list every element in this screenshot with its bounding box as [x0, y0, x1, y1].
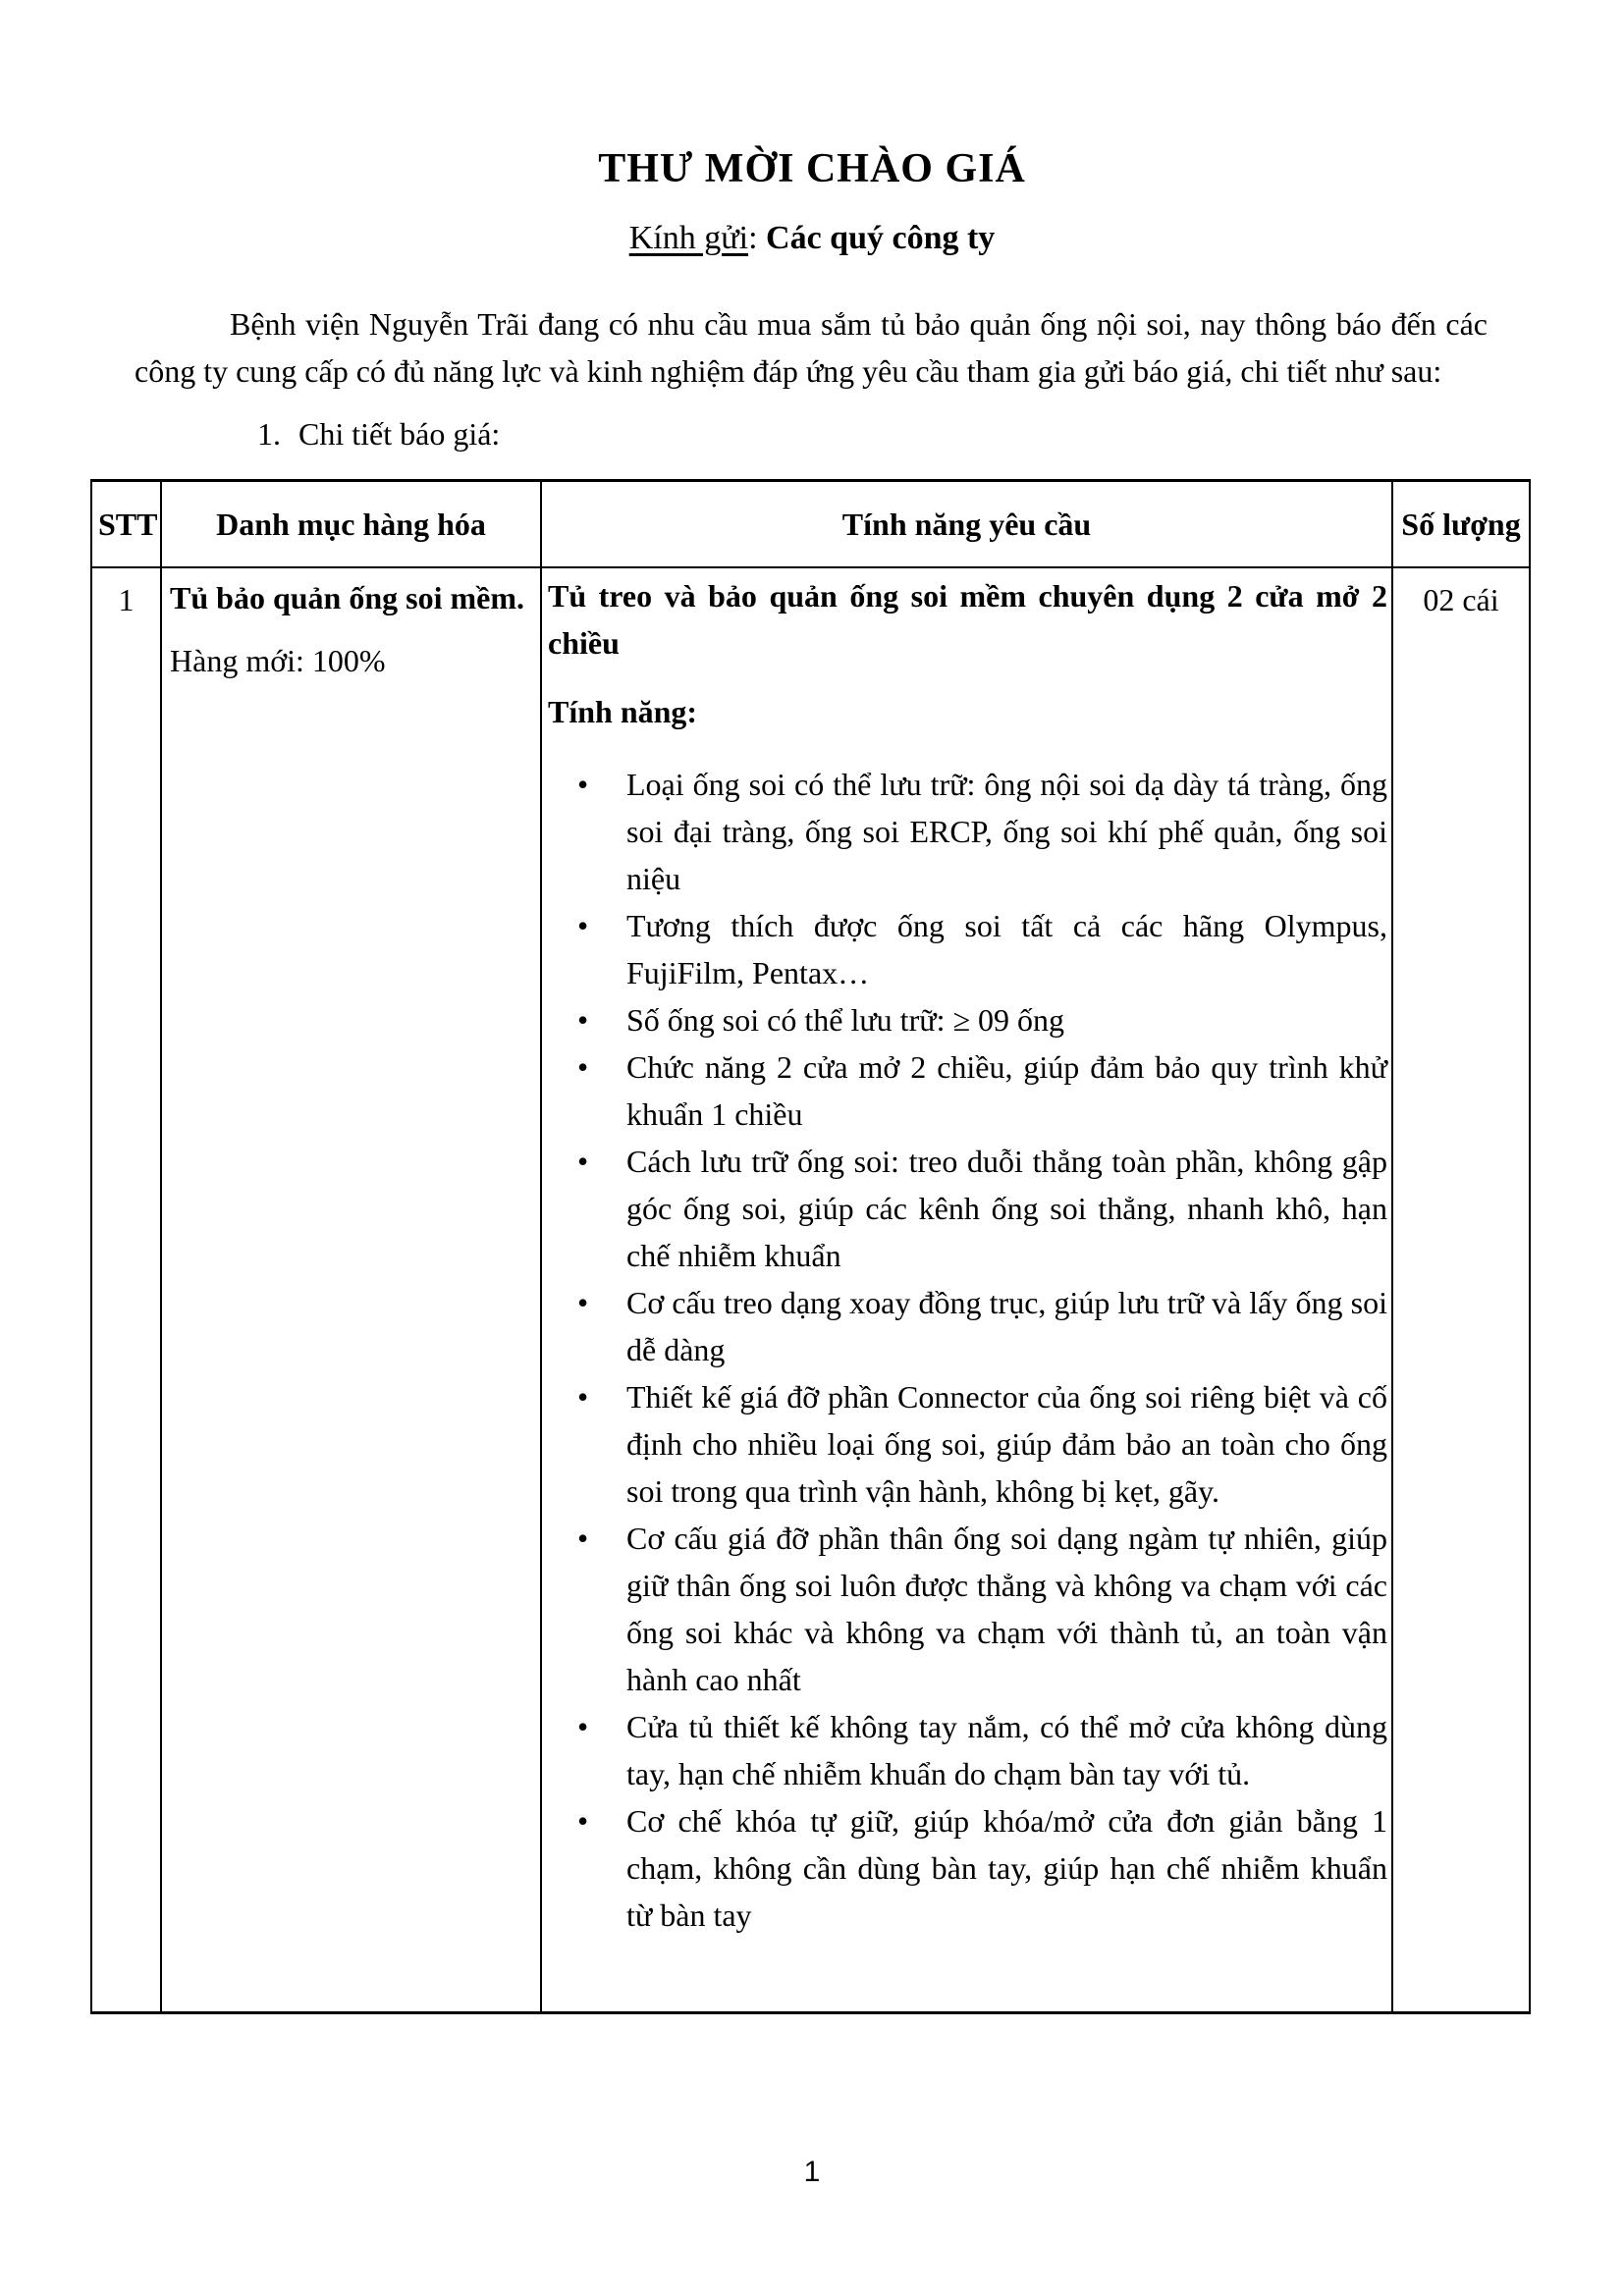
feature-list	[548, 761, 1387, 1939]
list-item	[548, 1043, 1387, 1138]
section-number: 1.	[257, 416, 281, 452]
table-row	[91, 567, 1530, 2013]
item-condition: Hàng mới: 100%	[170, 643, 386, 678]
section-label: Chi tiết báo giá:	[298, 416, 501, 452]
cell-stt: 1	[91, 567, 161, 2013]
feature-text: Thiết kế giá đỡ phần Connector của ống soi riêng biệt và cố định cho nhiều loại ống soi, giúp đảm bảo an toàn cho ống soi trong qua trình vận hành, không bị kẹt, gãy.	[626, 1379, 1387, 1509]
feature-text: Cơ cấu treo dạng xoay đồng trục, giúp lưu trữ và lấy ống soi dễ dàng	[626, 1285, 1387, 1367]
bullet-icon: •	[577, 908, 589, 943]
item-name: Tủ bảo quản ống soi mềm.	[170, 580, 524, 615]
section-heading	[257, 410, 1624, 457]
bullet-icon: •	[577, 1002, 589, 1038]
header-item: Danh mục hàng hóa	[161, 481, 541, 568]
bullet-icon: •	[577, 1803, 589, 1839]
document-title: THƯ MỜI CHÀO GIÁ	[598, 146, 1026, 191]
salutation-value: Các quý công ty	[766, 220, 996, 256]
feature-text: Số ống soi có thể lưu trữ: ≥ 09 ống	[626, 1002, 1065, 1038]
feature-text: Cách lưu trữ ống soi: treo duỗi thẳng toàn phần, không gập góc ống soi, giúp các kênh ống soi thẳng, nhanh khô, hạn chế nhiễm khuẩn	[626, 1144, 1387, 1273]
page-number: 1	[803, 2156, 821, 2188]
bullet-icon: •	[577, 1144, 589, 1179]
header-quantity: Số lượng	[1392, 481, 1530, 568]
salutation-label: Kính gửi	[628, 220, 749, 256]
bullet-icon: •	[577, 1285, 589, 1320]
list-item	[548, 1373, 1387, 1515]
bullet-icon: •	[577, 1521, 589, 1556]
bullet-icon: •	[577, 1049, 589, 1085]
cell-item	[161, 567, 541, 2013]
list-item	[548, 761, 1387, 902]
cell-quantity: 02 cái	[1392, 567, 1530, 2013]
list-item	[548, 1515, 1387, 1703]
bullet-icon: •	[577, 1379, 589, 1415]
salutation-line	[0, 220, 1624, 257]
feature-text: Cơ chế khóa tự giữ, giúp khóa/mở cửa đơn giản bằng 1 chạm, không cần dùng bàn tay, giúp hạn chế nhiễm khuẩn từ bàn tay	[626, 1803, 1387, 1933]
salutation-separator: :	[748, 220, 767, 256]
list-item	[548, 1797, 1387, 1939]
feature-text: Tương thích được ống soi tất cả các hãng Olympus, FujiFilm, Pentax…	[626, 908, 1387, 990]
feature-text: Cửa tủ thiết kế không tay nắm, có thể mở cửa không dùng tay, hạn chế nhiễm khuẩn do chạm bàn tay với tủ.	[626, 1709, 1387, 1791]
header-features: Tính năng yêu cầu	[541, 481, 1392, 568]
bullet-icon: •	[577, 767, 589, 802]
list-item	[548, 1703, 1387, 1797]
feature-text: Loại ống soi có thể lưu trữ: ông nội soi dạ dày tá tràng, ống soi đại tràng, ống soi ERCP, ống soi khí phế quản, ống soi niệu	[626, 767, 1387, 896]
list-item	[548, 996, 1387, 1043]
bullet-icon: •	[577, 1709, 589, 1744]
feature-text: Chức năng 2 cửa mở 2 chiều, giúp đảm bảo quy trình khử khuẩn 1 chiều	[626, 1049, 1387, 1132]
quotation-table	[90, 479, 1531, 2014]
feature-title: Tủ treo và bảo quản ống soi mềm chuyên dụng 2 cửa mở 2 chiều	[548, 578, 1387, 661]
feature-text: Cơ cấu giá đỡ phần thân ống soi dạng ngàm tự nhiên, giúp giữ thân ống soi luôn được thẳng và không va chạm với các ống soi khác và không va chạm với thành tủ, an toàn vận hành cao nhất	[626, 1521, 1387, 1697]
header-stt: STT	[91, 481, 161, 568]
list-item	[548, 1138, 1387, 1279]
intro-paragraph: Bệnh viện Nguyễn Trãi đang có nhu cầu mua sắm tủ bảo quản ống nội soi, nay thông báo đến các công ty cung cấp có đủ năng lực và kinh nghiệm đáp ứng yêu cầu tham gia gửi báo giá, chi tiết như sau:	[135, 306, 1488, 389]
table-header-row	[91, 481, 1530, 568]
list-item	[548, 902, 1387, 996]
feature-heading: Tính năng:	[548, 694, 698, 729]
list-item	[548, 1279, 1387, 1373]
cell-features	[541, 567, 1392, 2013]
